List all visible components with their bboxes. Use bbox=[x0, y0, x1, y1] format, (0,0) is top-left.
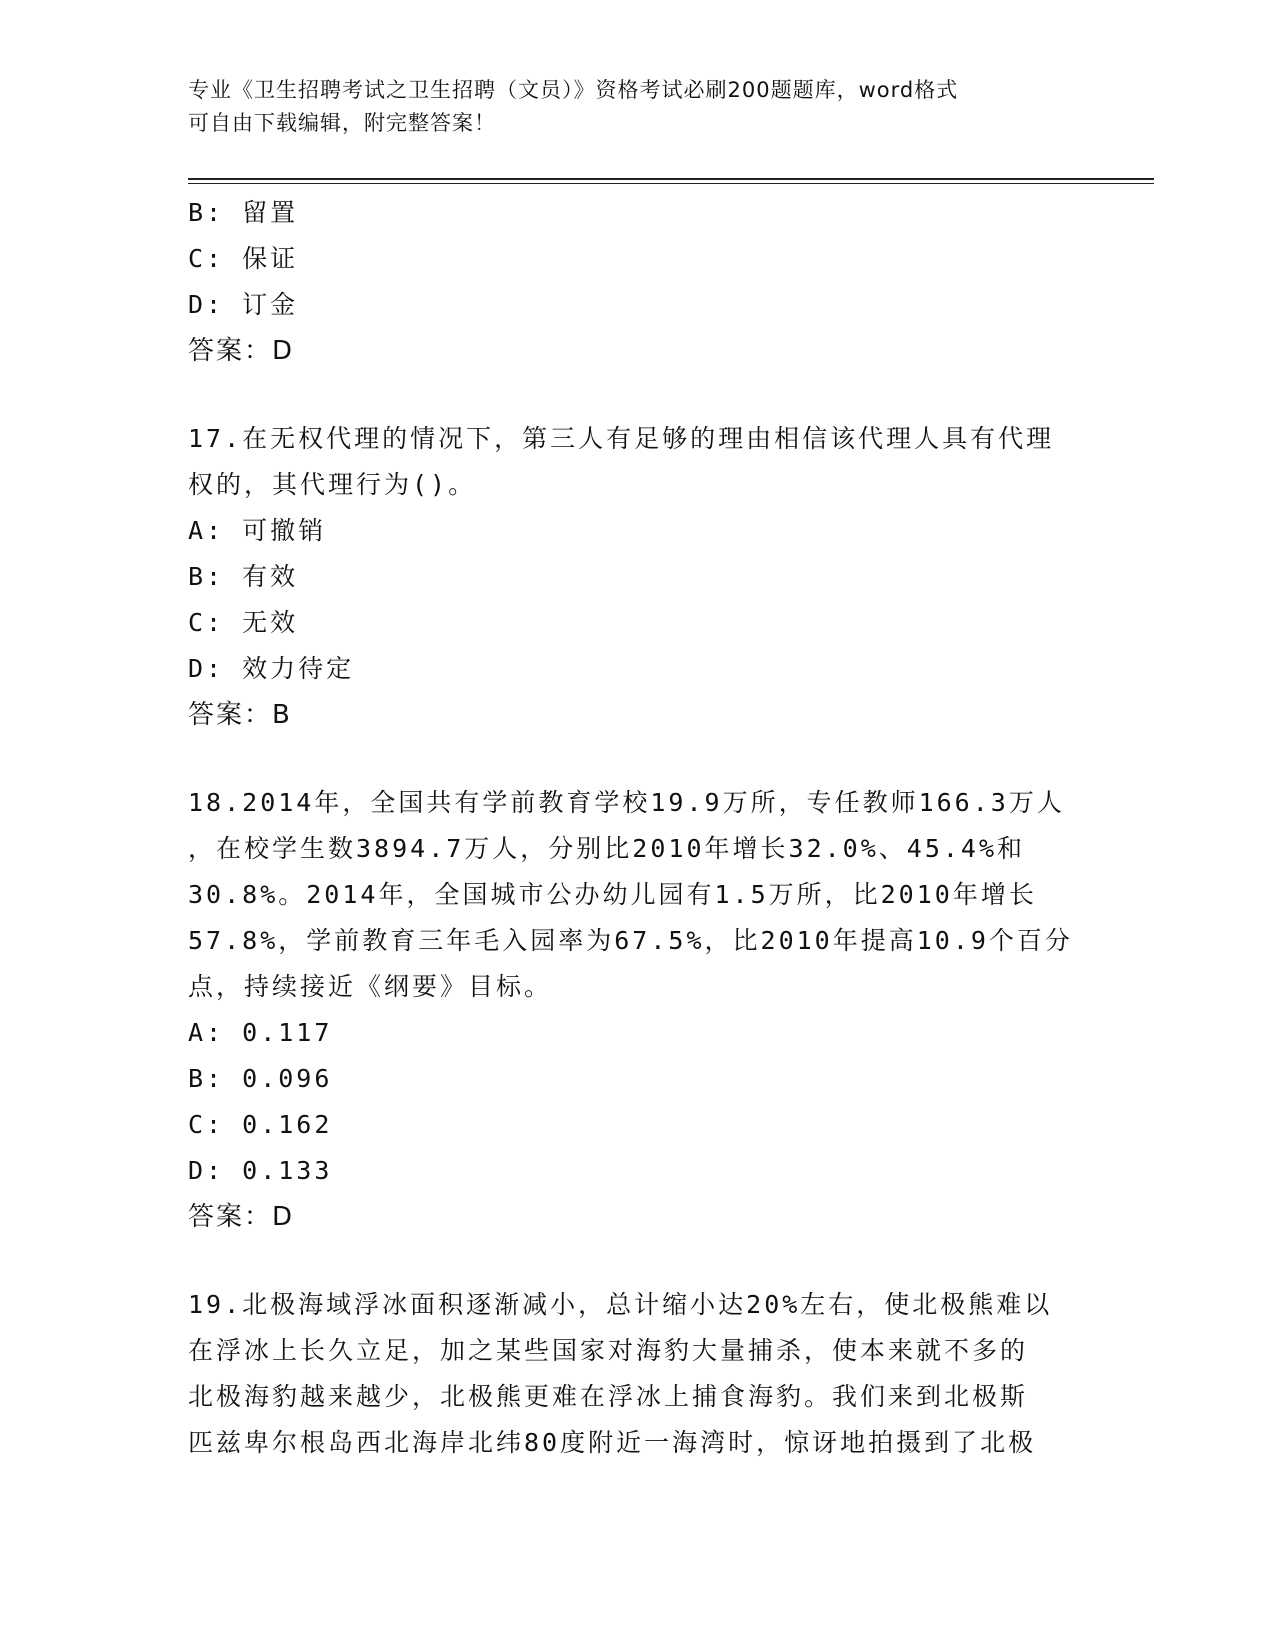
question-text-line: 57.8%，学前教育三年毛入园率为67.5%，比2010年提高10.9个百分 bbox=[188, 926, 1073, 955]
option-b: B: 0.096 bbox=[188, 1064, 333, 1093]
header-divider-thin bbox=[188, 183, 1154, 184]
question-text-line: 北极海豹越来越少，北极熊更难在浮冰上捕食海豹。我们来到北极斯 bbox=[188, 1382, 1029, 1411]
document-body bbox=[188, 190, 1088, 1466]
question-text-line: 在浮冰上长久立足，加之某些国家对海豹大量捕杀，使本来就不多的 bbox=[188, 1336, 1029, 1365]
option-c: C: 0.162 bbox=[188, 1110, 333, 1139]
question-text-line: 权的，其代理行为()。 bbox=[188, 470, 477, 499]
question-17 bbox=[188, 416, 1088, 738]
question-text-line: 30.8%。2014年，全国城市公办幼儿园有1.5万所，比2010年增长 bbox=[188, 880, 1037, 909]
answer-line: 答案：D bbox=[188, 336, 295, 366]
header-line-2: 可自由下载编辑，附完整答案！ bbox=[188, 111, 496, 135]
question-text-line: ，在校学生数3894.7万人，分别比2010年增长32.0%、45.4%和 bbox=[188, 834, 1026, 863]
option-d: D: 订金 bbox=[188, 290, 299, 319]
option-c: C: 保证 bbox=[188, 244, 299, 273]
question-18 bbox=[188, 780, 1088, 1240]
option-b: B: 有效 bbox=[188, 562, 299, 591]
option-d: D: 0.133 bbox=[188, 1156, 333, 1185]
question-text-line: 17.在无权代理的情况下，第三人有足够的理由相信该代理人具有代理 bbox=[188, 424, 1055, 453]
option-d: D: 效力待定 bbox=[188, 654, 355, 683]
question-16-continued bbox=[188, 190, 1088, 374]
question-text-line: 19.北极海域浮冰面积逐渐减小，总计缩小达20%左右，使北极熊难以 bbox=[188, 1290, 1053, 1319]
question-19 bbox=[188, 1282, 1088, 1466]
option-c: C: 无效 bbox=[188, 608, 299, 637]
option-a: A: 0.117 bbox=[188, 1018, 333, 1047]
header-line-1: 专业《卫生招聘考试之卫生招聘（文员）》资格考试必刷200题题库，word格式 bbox=[188, 78, 959, 102]
option-a: A: 可撤销 bbox=[188, 516, 327, 545]
question-text-line: 匹兹卑尔根岛西北海岸北纬80度附近一海湾时，惊讶地拍摄到了北极 bbox=[188, 1428, 1037, 1457]
page-header bbox=[188, 74, 1068, 140]
answer-line: 答案：B bbox=[188, 700, 292, 730]
option-b: B: 留置 bbox=[188, 198, 299, 227]
header-divider bbox=[188, 178, 1154, 180]
question-text-line: 18.2014年，全国共有学前教育学校19.9万所，专任教师166.3万人 bbox=[188, 788, 1065, 817]
answer-line: 答案：D bbox=[188, 1202, 295, 1232]
question-text-line: 点，持续接近《纲要》目标。 bbox=[188, 972, 553, 1001]
